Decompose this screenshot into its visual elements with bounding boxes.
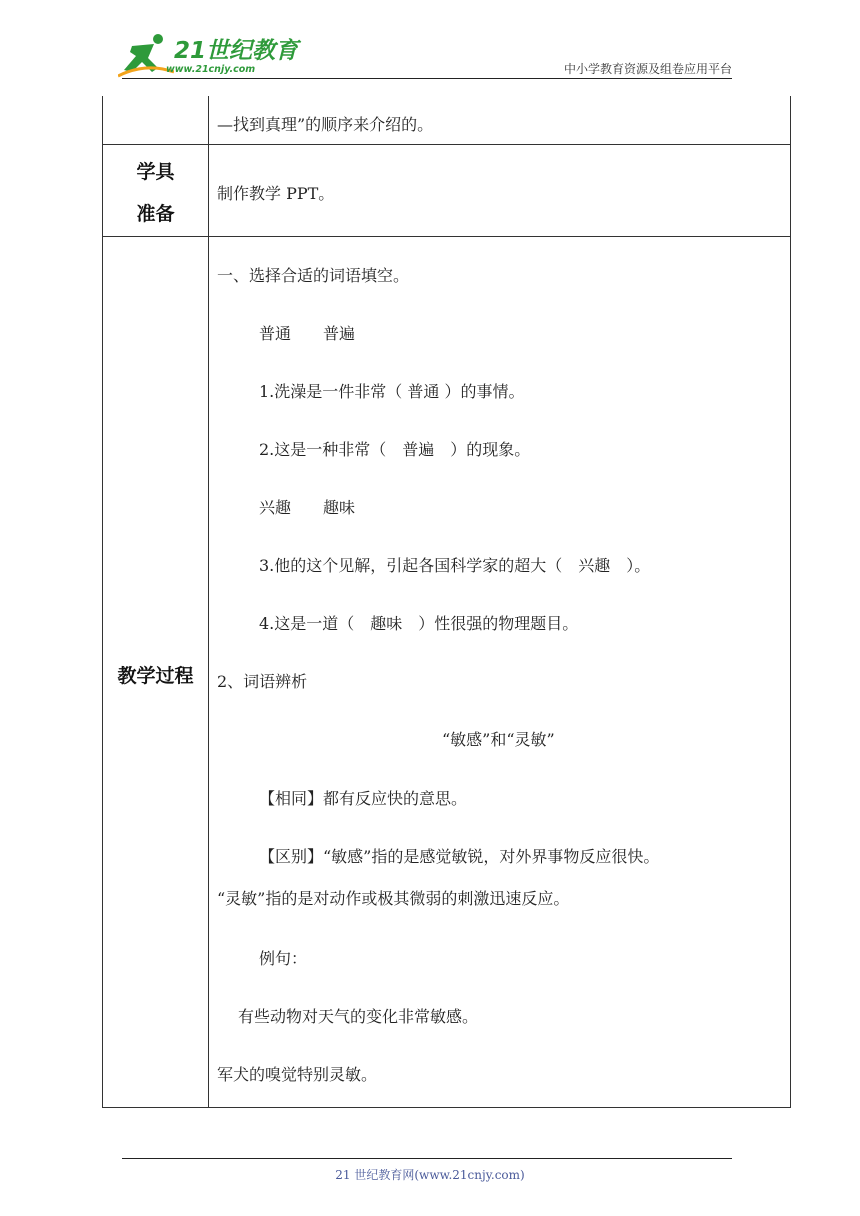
section-title-word-analysis: 2、词语辨析 — [217, 672, 308, 691]
question-line: 1.洗澡是一件非常（ 普通 ）的事情。 — [259, 382, 525, 401]
row-divider — [102, 144, 791, 145]
question-line: 3.他的这个见解，引起各国科学家的超大（ 兴趣 ）。 — [259, 556, 651, 575]
word-analysis-heading: “敏感”和“灵敏” — [442, 730, 555, 749]
example-sentence: 军犬的嗅觉特别灵敏。 — [217, 1065, 378, 1084]
platform-name: 中小学教育资源及组卷应用平台 — [563, 62, 732, 76]
table-border-right — [790, 96, 791, 1108]
row2-text: 制作教学 PPT。 — [217, 184, 335, 203]
label-zhunbei: 准备 — [136, 203, 175, 225]
logo-url: www.21cnjy.com — [166, 64, 256, 75]
question-line: 4.这是一道（ 趣味 ）性很强的物理题目。 — [259, 614, 579, 633]
table-border-left — [102, 96, 103, 1108]
page-header — [0, 0, 860, 96]
section-title-fill-blank: 一、选择合适的词语填空。 — [217, 266, 410, 285]
lesson-table — [102, 96, 791, 1108]
label-xueju: 学具 — [136, 161, 175, 183]
footer-text: 21 世纪教育网(www.21cnjy.com) — [335, 1168, 525, 1182]
row1-text: —找到真理”的顺序来介绍的。 — [217, 115, 434, 134]
similarity-line: 【相同】都有反应快的意思。 — [259, 789, 468, 808]
table-border-bottom — [102, 1107, 791, 1108]
label-teaching-process: 教学过程 — [117, 665, 194, 687]
header-divider — [122, 78, 732, 79]
question-line: 2.这是一种非常（ 普遍 ）的现象。 — [259, 440, 531, 459]
difference-line: 【区别】“敏感”指的是感觉敏锐，对外界事物反应很快。 — [259, 847, 660, 866]
word-pair: 兴趣 趣味 — [259, 498, 356, 517]
word-pair: 普通 普遍 — [259, 324, 356, 343]
example-label: 例句： — [259, 949, 308, 968]
logo — [112, 26, 299, 82]
footer-divider — [122, 1158, 732, 1159]
logo-text: 21世纪教育 — [174, 38, 299, 64]
example-sentence: 有些动物对天气的变化非常敏感。 — [238, 1007, 479, 1026]
difference-line-cont: “灵敏”指的是对动作或极其微弱的刺激迅速反应。 — [217, 889, 570, 908]
row-divider — [102, 236, 791, 237]
table-column-divider — [208, 96, 209, 1108]
